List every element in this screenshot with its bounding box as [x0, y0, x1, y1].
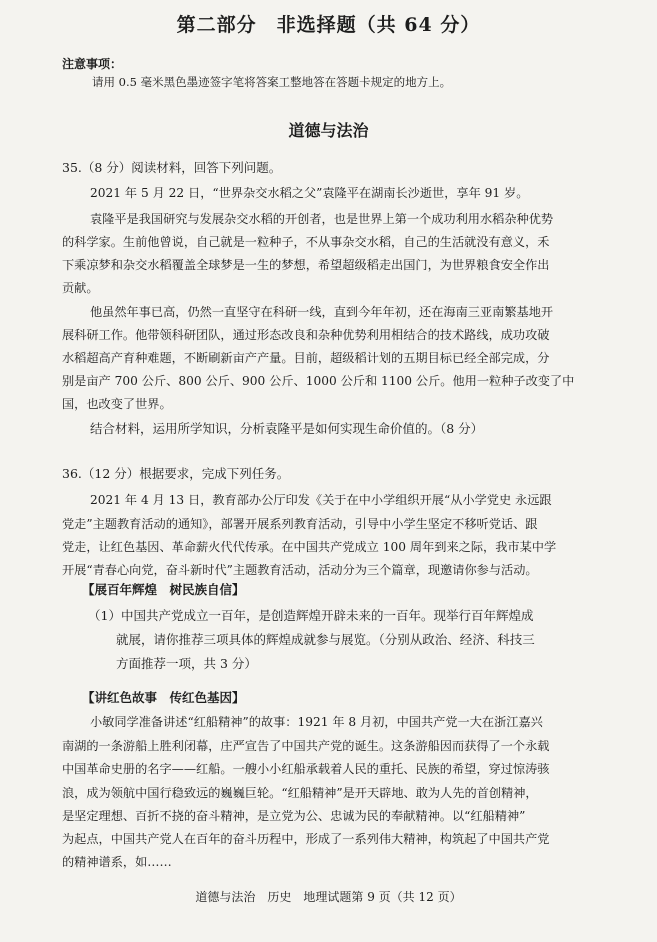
- q36-heading: 36.（12 分）根据要求，完成下列任务。: [62, 466, 290, 481]
- q36-line: 为起点，中国共产党人在百年的奋斗历程中，形成了一系列伟大精神，构筑起了中国共产党: [62, 832, 550, 846]
- notice-heading: 注意事项：: [62, 57, 123, 71]
- section-bracket-2: 【讲红色故事 传红色基因】: [82, 690, 245, 705]
- q36-line: 2021 年 4 月 13 日，教育部办公厅印发《关于在中小学组织开展“从小学党史 永远跟: [90, 493, 552, 507]
- q36-line: 南湖的一条游船上胜利闭幕，庄严宣告了中国共产党的诞生。这条游船因而获得了一个永载: [62, 739, 550, 753]
- q35-line: 别是亩产 700 公斤、800 公斤、900 公斤、1000 公斤和 1100 公斤。他用一粒种子改变了中: [62, 374, 575, 388]
- q36-sub1: （1）中国共产党成立一百年，是创造辉煌开辟未来的一百年。现举行百年辉煌成: [88, 608, 534, 623]
- q36-line: 中国革命史册的名字——红船。一艘小小红船承载着人民的重托、民族的希望，穿过惊涛骇: [62, 762, 550, 776]
- q35-line: 水稻超高产育种难题，不断刷新亩产产量。目前，超级稻计划的五期目标已经全部完成，分: [62, 351, 550, 365]
- q35-line: 2021 年 5 月 22 日，“世界杂交水稻之父”袁隆平在湖南长沙逝世，享年 91 岁。: [90, 186, 529, 200]
- q35-line: 展科研工作。他带领科研团队，通过形态改良和杂种优势利用相结合的技术路线，成功攻破: [62, 328, 550, 342]
- q35-line: 他虽然年事已高，仍然一直坚守在科研一线，直到今年年初，还在海南三亚南繁基地开: [90, 305, 554, 319]
- q36-line: 小敏同学准备讲述“红船精神”的故事：1921 年 8 月初，中国共产党一大在浙江嘉兴: [90, 715, 543, 729]
- q35-line: 下乘凉梦和杂交水稻覆盖全球梦是一生的梦想，希望超级稻走出国门，为世界粮食安全作出: [62, 258, 550, 272]
- q36-line: 浪，成为领航中国行稳致远的巍巍巨轮。“红船精神”是开天辟地、敢为人先的首创精神，: [62, 786, 538, 800]
- q35-line: 贡献。: [62, 281, 99, 295]
- q36-line: 党走，让红色基因、革命薪火代代传承。在中国共产党成立 100 周年到来之际，我市某中学: [62, 540, 557, 554]
- q36-sub1: 就展，请你推荐三项具体的辉煌成就参与展览。（分别从政治、经济、科技三: [116, 632, 535, 647]
- subject-title: 道德与法治: [288, 121, 369, 140]
- q35-line: 袁隆平是我国研究与发展杂交水稻的开创者，也是世界上第一个成功利用水稻杂种优势: [90, 212, 554, 226]
- section-title: 第二部分 非选择题（共 64 分）: [176, 14, 481, 36]
- q35-task: 结合材料，运用所学知识，分析袁隆平是如何实现生命价值的。（8 分）: [90, 421, 484, 436]
- section-bracket-1: 【展百年辉煌 树民族自信】: [82, 582, 245, 597]
- q36-line: 开展“青春心向党，奋斗新时代”主题教育活动，活动分为三个篇章，现邀请你参与活动。: [62, 563, 538, 577]
- q36-line: 是坚定理想、百折不挠的奋斗精神，是立党为公、忠诚为民的奉献精神。以“红船精神”: [62, 809, 526, 823]
- q35-line: 国，也改变了世界。: [62, 397, 172, 411]
- q35-heading: 35.（8 分）阅读材料，回答下列问题。: [62, 160, 282, 175]
- notice-body: 请用 0.5 毫米黑色墨迹签字笔将答案工整地答在答题卡规定的地方上。: [92, 75, 452, 89]
- page-footer: 道德与法治 历史 地理试题第 9 页（共 12 页）: [195, 890, 462, 904]
- q36-line: 的精神谱系，如……: [62, 855, 172, 869]
- q36-sub1: 方面推荐一项，共 3 分）: [116, 656, 257, 671]
- q36-line: 党走”主题教育活动的通知》，部署开展系列教育活动，引导中小学生坚定不移听党话、跟: [62, 517, 538, 531]
- q35-line: 的科学家。生前他曾说，自己就是一粒种子，不从事杂交水稻，自己的生活就没有意义，禾: [62, 235, 550, 249]
